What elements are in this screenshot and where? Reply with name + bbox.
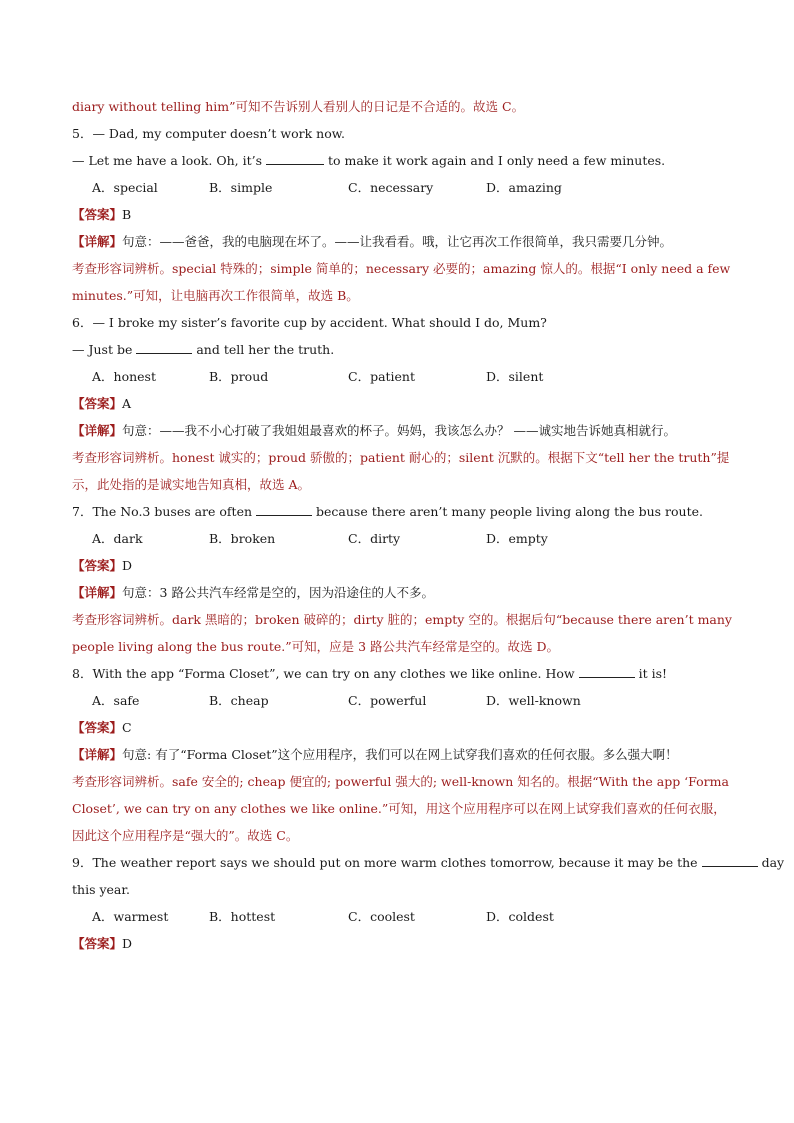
option-d: D．silent xyxy=(486,369,544,384)
question-number: 7． xyxy=(72,504,93,519)
option-b: B．hottest xyxy=(209,909,276,924)
detail-tag: 【详解】 xyxy=(72,585,123,600)
question-text: The weather report says we should put on more warm clothes tomorrow, because it may be the xyxy=(92,855,698,870)
option-a: A．special xyxy=(92,180,158,195)
question-6-line2 xyxy=(72,336,732,363)
detail-text: 句意：——爸爸，我的电脑现在坏了。——让我看看。哦，让它再次工作很简单，我只需要几分钟。 xyxy=(122,234,673,249)
question-6-detail xyxy=(72,417,732,444)
question-text: With the app “Forma Closet”, we can try on any clothes we like online. How xyxy=(92,666,575,681)
question-7-analysis: 考查形容词辨析。dark 黑暗的；broken 破碎的；dirty 脏的；empty 空的。根据后句“because there aren’t many people living along the bus route.”可知，应是 3 路公共汽车经常是空的。故选 D。 xyxy=(72,612,732,654)
option-d: D．coldest xyxy=(486,909,554,924)
question-text: to make it work again and I only need a few minutes. xyxy=(327,153,666,168)
option-b: B．cheap xyxy=(209,693,269,708)
answer-blank xyxy=(136,343,192,354)
document-body xyxy=(72,93,785,957)
question-7-options xyxy=(72,525,732,552)
answer-tag: 【答案】 xyxy=(72,207,123,222)
question-7-stem xyxy=(72,498,732,525)
option-a: A．honest xyxy=(92,369,156,384)
option-c: C．necessary xyxy=(348,180,434,195)
question-6-options xyxy=(72,363,732,390)
question-5-analysis: 考查形容词辨析。special 特殊的；simple 简单的；necessary 必要的；amazing 惊人的。根据“I only need a few minutes.”可知，让电脑再次工作很简单，故选 B。 xyxy=(72,261,731,303)
question-6-answer xyxy=(72,390,732,417)
question-5-stem xyxy=(72,120,732,147)
question-text: it is! xyxy=(638,666,668,681)
answer-blank xyxy=(579,667,635,678)
question-text: — Let me have a look. Oh, it’s xyxy=(72,153,262,168)
option-b: B．simple xyxy=(209,180,273,195)
option-a: A．dark xyxy=(92,531,143,546)
question-6-analysis: 考查形容词辨析。honest 诚实的；proud 骄傲的；patient 耐心的；silent 沉默的。根据下文“tell her the truth”提示，此处指的是诚实地告知真相，故选 A。 xyxy=(72,450,730,492)
detail-text: 句意：3 路公共汽车经常是空的，因为沿途住的人不多。 xyxy=(122,585,434,600)
answer-tag: 【答案】 xyxy=(72,396,123,411)
option-c: C．powerful xyxy=(348,693,427,708)
question-9-stem xyxy=(72,849,785,876)
answer-tag: 【答案】 xyxy=(72,936,123,951)
option-a: A．warmest xyxy=(92,909,169,924)
answer-value: D xyxy=(122,936,133,951)
answer-value: C xyxy=(122,720,132,735)
answer-blank xyxy=(266,154,324,165)
answer-blank xyxy=(256,505,312,516)
question-9-answer xyxy=(72,930,732,957)
question-8-answer xyxy=(72,714,732,741)
detail-text: 句意: 有了“Forma Closet”这个应用程序，我们可以在网上试穿我们喜欢的任何衣服。多么强大啊！ xyxy=(122,747,678,762)
answer-value: B xyxy=(122,207,132,222)
answer-tag: 【答案】 xyxy=(72,720,123,735)
question-5-detail xyxy=(72,228,732,255)
question-8-detail xyxy=(72,741,732,768)
detail-tag: 【详解】 xyxy=(72,423,123,438)
answer-blank xyxy=(702,856,758,867)
question-text: because there aren’t many people living along the bus route. xyxy=(316,504,703,519)
answer-tag: 【答案】 xyxy=(72,558,123,573)
option-d: D．empty xyxy=(486,531,548,546)
option-b: B．proud xyxy=(209,369,269,384)
question-5-answer xyxy=(72,201,732,228)
detail-text: 句意：——我不小心打破了我姐姐最喜欢的杯子。妈妈，我该怎么办？ ——诚实地告诉她真相就行。 xyxy=(122,423,676,438)
option-c: C．dirty xyxy=(348,531,401,546)
question-9-line2: this year. xyxy=(72,882,130,897)
option-d: D．amazing xyxy=(486,180,562,195)
question-5-line2 xyxy=(72,147,732,174)
question-6-stem xyxy=(72,309,732,336)
question-8-options xyxy=(72,687,732,714)
question-text: — Dad, my computer doesn’t work now. xyxy=(92,126,345,141)
question-text: The No.3 buses are often xyxy=(92,504,253,519)
question-7-detail xyxy=(72,579,732,606)
option-a: A．safe xyxy=(92,693,140,708)
answer-value: D xyxy=(122,558,133,573)
question-8-analysis: 考查形容词辨析。safe 安全的; cheap 便宜的; powerful 强大的; well-known 知名的。根据“With the app ‘Forma Closet’, we can try on any clothes we like online.”可知，用这个应用程序可以在网上试穿我们喜欢的任何衣服，因此这个应用程序是“强大的”。故选 C。 xyxy=(72,774,729,843)
question-text: and tell her the truth. xyxy=(196,342,335,357)
option-b: B．broken xyxy=(209,531,276,546)
question-text: — Just be xyxy=(72,342,133,357)
question-7-answer xyxy=(72,552,732,579)
question-9-options xyxy=(72,903,732,930)
option-c: C．coolest xyxy=(348,909,415,924)
question-text: day xyxy=(761,855,785,870)
question-number: 6． xyxy=(72,315,93,330)
option-c: C．patient xyxy=(348,369,416,384)
intro-line: diary without telling him”可知不告诉别人看别人的日记是不合适的。故选 C。 xyxy=(72,99,525,114)
detail-tag: 【详解】 xyxy=(72,234,123,249)
question-text: — I broke my sister’s favorite cup by accident. What should I do, Mum? xyxy=(92,315,547,330)
option-d: D．well-known xyxy=(486,693,581,708)
question-number: 5． xyxy=(72,126,93,141)
answer-value: A xyxy=(122,396,132,411)
question-8-stem xyxy=(72,660,732,687)
question-number: 8． xyxy=(72,666,93,681)
question-5-options xyxy=(72,174,732,201)
detail-tag: 【详解】 xyxy=(72,747,123,762)
question-number: 9． xyxy=(72,855,93,870)
